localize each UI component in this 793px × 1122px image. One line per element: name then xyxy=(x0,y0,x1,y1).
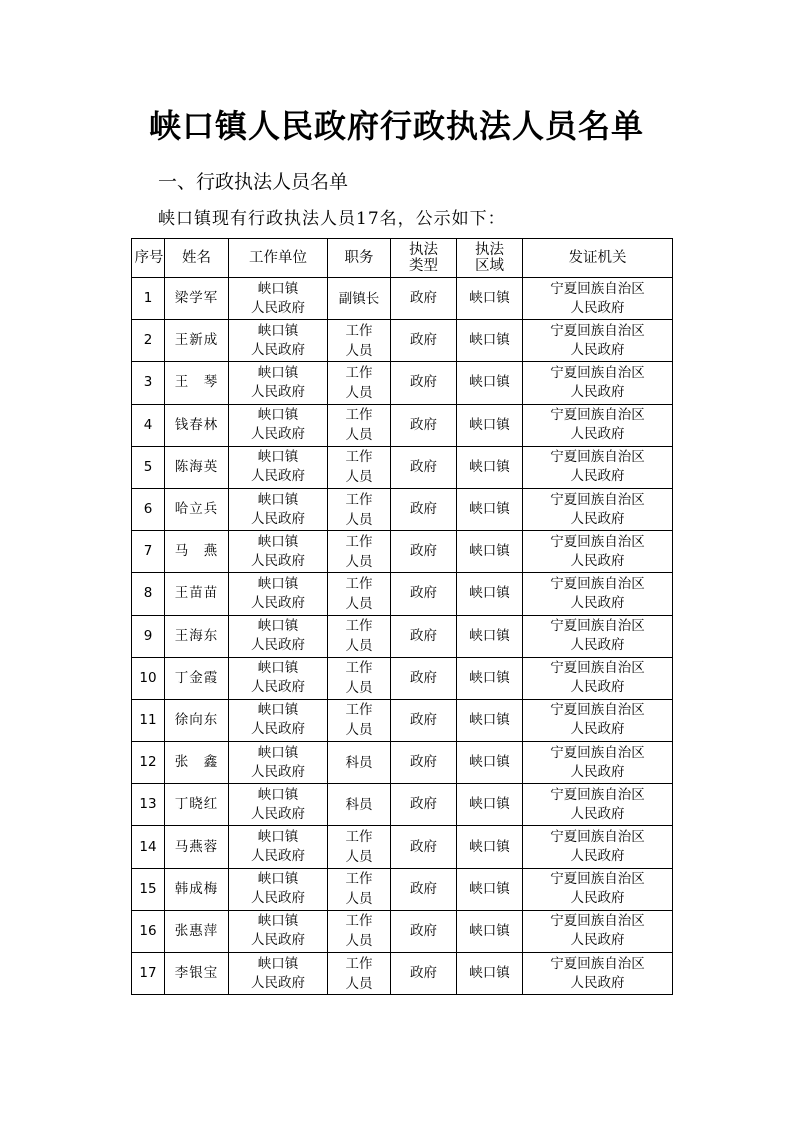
cell-position-text: 科员 xyxy=(345,754,373,771)
cell-seq: 13 xyxy=(132,784,165,826)
cell-position xyxy=(328,446,391,488)
table-row xyxy=(132,699,673,741)
cell-position-text: 工作人员 xyxy=(345,913,373,950)
cell-unit-line1: 峡口镇 xyxy=(257,829,299,846)
cell-type: 政府 xyxy=(391,362,457,404)
cell-name: 张惠萍 xyxy=(165,910,229,952)
cell-seq: 8 xyxy=(132,573,165,615)
table-row xyxy=(132,910,673,952)
cell-area: 峡口镇 xyxy=(457,488,523,530)
cell-authority-line1: 宁夏回族自治区 xyxy=(550,449,645,466)
intro-paragraph: 峡口镇现有行政执法人员17名，公示如下： xyxy=(158,209,506,229)
cell-name: 王新成 xyxy=(165,320,229,362)
cell-type: 政府 xyxy=(391,278,457,320)
cell-seq: 2 xyxy=(132,320,165,362)
cell-position xyxy=(328,742,391,784)
table-row xyxy=(132,615,673,657)
cell-unit-line2: 人民政府 xyxy=(251,763,305,780)
cell-position xyxy=(328,573,391,615)
cell-authority-line2: 人民政府 xyxy=(570,805,625,822)
cell-unit-line1: 峡口镇 xyxy=(257,871,299,888)
cell-unit xyxy=(229,488,328,530)
cell-authority-line2: 人民政府 xyxy=(570,932,625,949)
cell-position-text: 工作人员 xyxy=(345,955,373,992)
cell-seq: 1 xyxy=(132,278,165,320)
table-row xyxy=(132,573,673,615)
cell-name: 钱春林 xyxy=(165,404,229,446)
section-heading: 一、行政执法人员名单 xyxy=(158,171,349,193)
cell-unit xyxy=(229,742,328,784)
cell-name: 梁学军 xyxy=(165,278,229,320)
cell-position xyxy=(328,699,391,741)
cell-unit-line1: 峡口镇 xyxy=(257,364,299,381)
cell-position-text: 工作人员 xyxy=(345,449,373,486)
header-name: 姓名 xyxy=(165,239,229,278)
cell-authority xyxy=(523,573,673,615)
cell-authority-line2: 人民政府 xyxy=(570,552,625,569)
cell-authority-line1: 宁夏回族自治区 xyxy=(550,829,645,846)
cell-area: 峡口镇 xyxy=(457,868,523,910)
cell-position xyxy=(328,826,391,868)
cell-seq: 6 xyxy=(132,488,165,530)
cell-position xyxy=(328,404,391,446)
cell-authority-line1: 宁夏回族自治区 xyxy=(550,407,645,424)
cell-authority-line2: 人民政府 xyxy=(570,594,625,611)
cell-authority xyxy=(523,446,673,488)
cell-position-text: 工作人员 xyxy=(345,322,373,359)
cell-area: 峡口镇 xyxy=(457,446,523,488)
cell-area: 峡口镇 xyxy=(457,657,523,699)
cell-name: 王海东 xyxy=(165,615,229,657)
cell-authority xyxy=(523,742,673,784)
cell-authority xyxy=(523,278,673,320)
cell-seq: 7 xyxy=(132,531,165,573)
cell-name: 丁晓红 xyxy=(165,784,229,826)
header-seq: 序号 xyxy=(132,239,165,278)
cell-position xyxy=(328,531,391,573)
cell-authority-line1: 宁夏回族自治区 xyxy=(550,744,645,761)
cell-position-text: 工作人员 xyxy=(345,660,373,697)
cell-position-text: 工作人员 xyxy=(345,702,373,739)
cell-type: 政府 xyxy=(391,868,457,910)
cell-type: 政府 xyxy=(391,742,457,784)
cell-authority xyxy=(523,531,673,573)
cell-area: 峡口镇 xyxy=(457,531,523,573)
cell-authority-line2: 人民政府 xyxy=(570,383,625,400)
cell-type: 政府 xyxy=(391,488,457,530)
cell-position-text: 工作人员 xyxy=(345,575,373,612)
cell-type: 政府 xyxy=(391,657,457,699)
cell-type: 政府 xyxy=(391,531,457,573)
cell-area: 峡口镇 xyxy=(457,910,523,952)
cell-seq: 17 xyxy=(132,953,165,995)
cell-authority-line1: 宁夏回族自治区 xyxy=(550,491,645,508)
cell-name: 马燕蓉 xyxy=(165,826,229,868)
cell-authority-line2: 人民政府 xyxy=(570,341,625,358)
cell-authority xyxy=(523,404,673,446)
enforcement-personnel-table xyxy=(131,238,673,995)
cell-unit xyxy=(229,910,328,952)
cell-unit-line2: 人民政府 xyxy=(251,848,305,865)
table-row xyxy=(132,868,673,910)
cell-authority-line2: 人民政府 xyxy=(570,299,625,316)
cell-unit-line2: 人民政府 xyxy=(251,679,305,696)
cell-type: 政府 xyxy=(391,320,457,362)
table-row xyxy=(132,953,673,995)
cell-unit-line2: 人民政府 xyxy=(251,510,305,527)
cell-unit-line1: 峡口镇 xyxy=(257,575,299,592)
header-enforcement-area: 执法区域 xyxy=(457,239,523,278)
cell-unit-line2: 人民政府 xyxy=(251,890,305,907)
cell-authority-line1: 宁夏回族自治区 xyxy=(550,533,645,550)
cell-area: 峡口镇 xyxy=(457,953,523,995)
cell-authority-line1: 宁夏回族自治区 xyxy=(550,913,645,930)
cell-unit-line1: 峡口镇 xyxy=(257,280,299,297)
cell-authority-line1: 宁夏回族自治区 xyxy=(550,322,645,339)
cell-position-text: 工作人员 xyxy=(345,491,373,528)
cell-unit-line2: 人民政府 xyxy=(251,805,305,822)
cell-unit-line2: 人民政府 xyxy=(251,468,305,485)
cell-unit-line1: 峡口镇 xyxy=(257,786,299,803)
cell-type: 政府 xyxy=(391,615,457,657)
cell-area: 峡口镇 xyxy=(457,404,523,446)
cell-unit xyxy=(229,320,328,362)
cell-unit-line1: 峡口镇 xyxy=(257,449,299,466)
cell-unit-line1: 峡口镇 xyxy=(257,955,299,972)
cell-seq: 10 xyxy=(132,657,165,699)
cell-unit-line2: 人民政府 xyxy=(251,341,305,358)
header-enforcement-type: 执法类型 xyxy=(391,239,457,278)
cell-seq: 12 xyxy=(132,742,165,784)
cell-authority-line2: 人民政府 xyxy=(570,637,625,654)
cell-area: 峡口镇 xyxy=(457,362,523,404)
cell-position-text: 工作人员 xyxy=(345,829,373,866)
cell-position xyxy=(328,320,391,362)
cell-unit-line1: 峡口镇 xyxy=(257,491,299,508)
cell-unit-line2: 人民政府 xyxy=(251,974,305,991)
cell-position xyxy=(328,657,391,699)
cell-type: 政府 xyxy=(391,404,457,446)
cell-authority-line1: 宁夏回族自治区 xyxy=(550,618,645,635)
cell-authority xyxy=(523,320,673,362)
cell-seq: 9 xyxy=(132,615,165,657)
cell-authority xyxy=(523,953,673,995)
cell-seq: 14 xyxy=(132,826,165,868)
cell-authority xyxy=(523,784,673,826)
cell-authority-line1: 宁夏回族自治区 xyxy=(550,280,645,297)
cell-area: 峡口镇 xyxy=(457,784,523,826)
cell-unit xyxy=(229,404,328,446)
table-row xyxy=(132,404,673,446)
cell-authority-line1: 宁夏回族自治区 xyxy=(550,660,645,677)
cell-authority-line2: 人民政府 xyxy=(570,721,625,738)
cell-authority-line2: 人民政府 xyxy=(570,679,625,696)
cell-unit xyxy=(229,573,328,615)
cell-unit xyxy=(229,784,328,826)
cell-authority xyxy=(523,910,673,952)
table-row xyxy=(132,742,673,784)
cell-authority xyxy=(523,657,673,699)
table-row xyxy=(132,320,673,362)
cell-authority xyxy=(523,615,673,657)
cell-position xyxy=(328,784,391,826)
table-header-row xyxy=(132,239,673,278)
cell-area: 峡口镇 xyxy=(457,699,523,741)
cell-seq: 5 xyxy=(132,446,165,488)
cell-position-text: 工作人员 xyxy=(345,533,373,570)
table-row xyxy=(132,826,673,868)
cell-name: 张 鑫 xyxy=(165,742,229,784)
cell-type: 政府 xyxy=(391,699,457,741)
cell-unit xyxy=(229,531,328,573)
table-row xyxy=(132,278,673,320)
cell-authority-line2: 人民政府 xyxy=(570,510,625,527)
header-unit: 工作单位 xyxy=(229,239,328,278)
cell-type: 政府 xyxy=(391,910,457,952)
cell-unit xyxy=(229,362,328,404)
cell-position xyxy=(328,615,391,657)
cell-area: 峡口镇 xyxy=(457,573,523,615)
cell-unit xyxy=(229,615,328,657)
cell-name: 韩成梅 xyxy=(165,868,229,910)
cell-position-text: 科员 xyxy=(345,796,373,813)
cell-unit xyxy=(229,826,328,868)
cell-area: 峡口镇 xyxy=(457,826,523,868)
cell-name: 王 琴 xyxy=(165,362,229,404)
cell-unit-line1: 峡口镇 xyxy=(257,322,299,339)
cell-unit-line1: 峡口镇 xyxy=(257,702,299,719)
cell-seq: 16 xyxy=(132,910,165,952)
cell-unit-line2: 人民政府 xyxy=(251,637,305,654)
cell-position-text: 工作人员 xyxy=(345,618,373,655)
cell-authority-line2: 人民政府 xyxy=(570,974,625,991)
cell-name: 马 燕 xyxy=(165,531,229,573)
cell-area: 峡口镇 xyxy=(457,615,523,657)
cell-authority-line1: 宁夏回族自治区 xyxy=(550,364,645,381)
cell-type: 政府 xyxy=(391,784,457,826)
cell-position xyxy=(328,278,391,320)
page-title: 峡口镇人民政府行政执法人员名单 xyxy=(148,107,644,145)
cell-area: 峡口镇 xyxy=(457,278,523,320)
cell-name: 哈立兵 xyxy=(165,488,229,530)
cell-unit-line2: 人民政府 xyxy=(251,552,305,569)
cell-unit-line2: 人民政府 xyxy=(251,426,305,443)
cell-type: 政府 xyxy=(391,953,457,995)
cell-authority xyxy=(523,826,673,868)
cell-unit xyxy=(229,699,328,741)
cell-unit-line2: 人民政府 xyxy=(251,594,305,611)
cell-unit-line1: 峡口镇 xyxy=(257,913,299,930)
cell-authority-line1: 宁夏回族自治区 xyxy=(550,786,645,803)
cell-unit xyxy=(229,868,328,910)
cell-authority-line2: 人民政府 xyxy=(570,763,625,780)
table-body xyxy=(132,278,673,995)
cell-name: 陈海英 xyxy=(165,446,229,488)
cell-position xyxy=(328,362,391,404)
cell-unit-line1: 峡口镇 xyxy=(257,660,299,677)
cell-name: 徐向东 xyxy=(165,699,229,741)
cell-position xyxy=(328,868,391,910)
cell-unit-line2: 人民政府 xyxy=(251,721,305,738)
cell-seq: 3 xyxy=(132,362,165,404)
header-position: 职务 xyxy=(328,239,391,278)
cell-type: 政府 xyxy=(391,446,457,488)
cell-authority xyxy=(523,868,673,910)
cell-unit-line1: 峡口镇 xyxy=(257,744,299,761)
cell-authority-line2: 人民政府 xyxy=(570,848,625,865)
cell-unit-line2: 人民政府 xyxy=(251,383,305,400)
cell-authority xyxy=(523,488,673,530)
cell-authority xyxy=(523,362,673,404)
cell-authority-line2: 人民政府 xyxy=(570,426,625,443)
table-row xyxy=(132,531,673,573)
cell-seq: 11 xyxy=(132,699,165,741)
cell-unit-line1: 峡口镇 xyxy=(257,407,299,424)
cell-type: 政府 xyxy=(391,826,457,868)
cell-authority-line1: 宁夏回族自治区 xyxy=(550,955,645,972)
cell-unit-line2: 人民政府 xyxy=(251,932,305,949)
cell-name: 王苗苗 xyxy=(165,573,229,615)
cell-position-text: 工作人员 xyxy=(345,871,373,908)
cell-name: 丁金霞 xyxy=(165,657,229,699)
cell-position-text: 副镇长 xyxy=(338,290,380,307)
cell-unit-line2: 人民政府 xyxy=(251,299,305,316)
table-row xyxy=(132,362,673,404)
cell-authority-line1: 宁夏回族自治区 xyxy=(550,871,645,888)
cell-position xyxy=(328,910,391,952)
cell-area: 峡口镇 xyxy=(457,320,523,362)
cell-authority-line1: 宁夏回族自治区 xyxy=(550,702,645,719)
cell-unit-line1: 峡口镇 xyxy=(257,618,299,635)
cell-seq: 4 xyxy=(132,404,165,446)
cell-position xyxy=(328,953,391,995)
table-row xyxy=(132,446,673,488)
cell-position-text: 工作人员 xyxy=(345,407,373,444)
table-row xyxy=(132,657,673,699)
cell-position-text: 工作人员 xyxy=(345,364,373,401)
cell-unit xyxy=(229,657,328,699)
cell-authority-line1: 宁夏回族自治区 xyxy=(550,575,645,592)
cell-unit-line1: 峡口镇 xyxy=(257,533,299,550)
cell-seq: 15 xyxy=(132,868,165,910)
cell-type: 政府 xyxy=(391,573,457,615)
cell-area: 峡口镇 xyxy=(457,742,523,784)
cell-authority-line2: 人民政府 xyxy=(570,890,625,907)
cell-name: 李银宝 xyxy=(165,953,229,995)
cell-authority-line2: 人民政府 xyxy=(570,468,625,485)
cell-unit xyxy=(229,278,328,320)
table-row xyxy=(132,488,673,530)
cell-unit xyxy=(229,446,328,488)
cell-unit xyxy=(229,953,328,995)
header-issuing-authority: 发证机关 xyxy=(523,239,673,278)
table-row xyxy=(132,784,673,826)
cell-authority xyxy=(523,699,673,741)
cell-position xyxy=(328,488,391,530)
